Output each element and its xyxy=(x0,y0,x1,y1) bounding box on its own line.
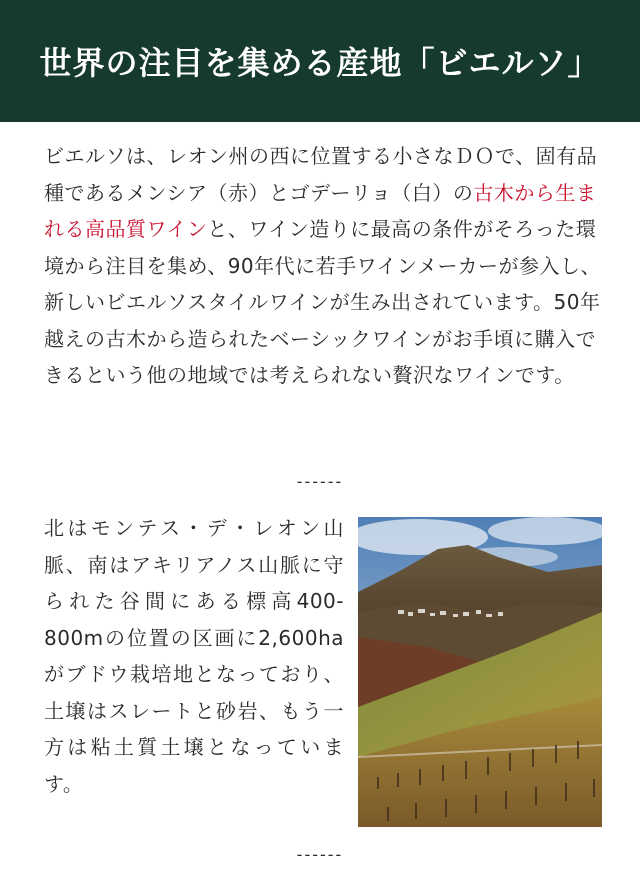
intro-highlight: 古木から生まれる高品質ワイン xyxy=(44,180,597,241)
vineyard-photo xyxy=(358,517,602,827)
divider-bottom: ------ xyxy=(296,845,344,864)
title-banner xyxy=(0,0,640,122)
intro-paragraph xyxy=(44,138,604,394)
region-paragraph: 北はモンテス・デ・レオン山脈、南はアキリアノス山脈に守られた谷間にある標高400-800mの位置の区画に2,600haがブドウ栽培地となっており、土壌はスレートと砂岩、もう一方は粘土質土壌となっています。 xyxy=(44,516,344,796)
divider-top: ------ xyxy=(296,472,344,491)
intro-text-start: ビエルソは、レオン州の西に位置する小さなＤＯで、固有品種であるメンシア（赤）とゴデーリョ（白）の xyxy=(44,144,598,205)
intro-text-end: と、ワイン造りに最高の条件がそろった環境から注目を集め、90年代に若手ワインメーカーが参入し、新しいビエルソスタイルワインが生み出されています。50年越えの古木から造られたベーシックワインがお手頃に購入できるという他の地域では考えられない贅沢なワインです。 xyxy=(44,217,602,387)
page-title: 世界の注目を集める産地「ビエルソ」 xyxy=(39,44,601,82)
